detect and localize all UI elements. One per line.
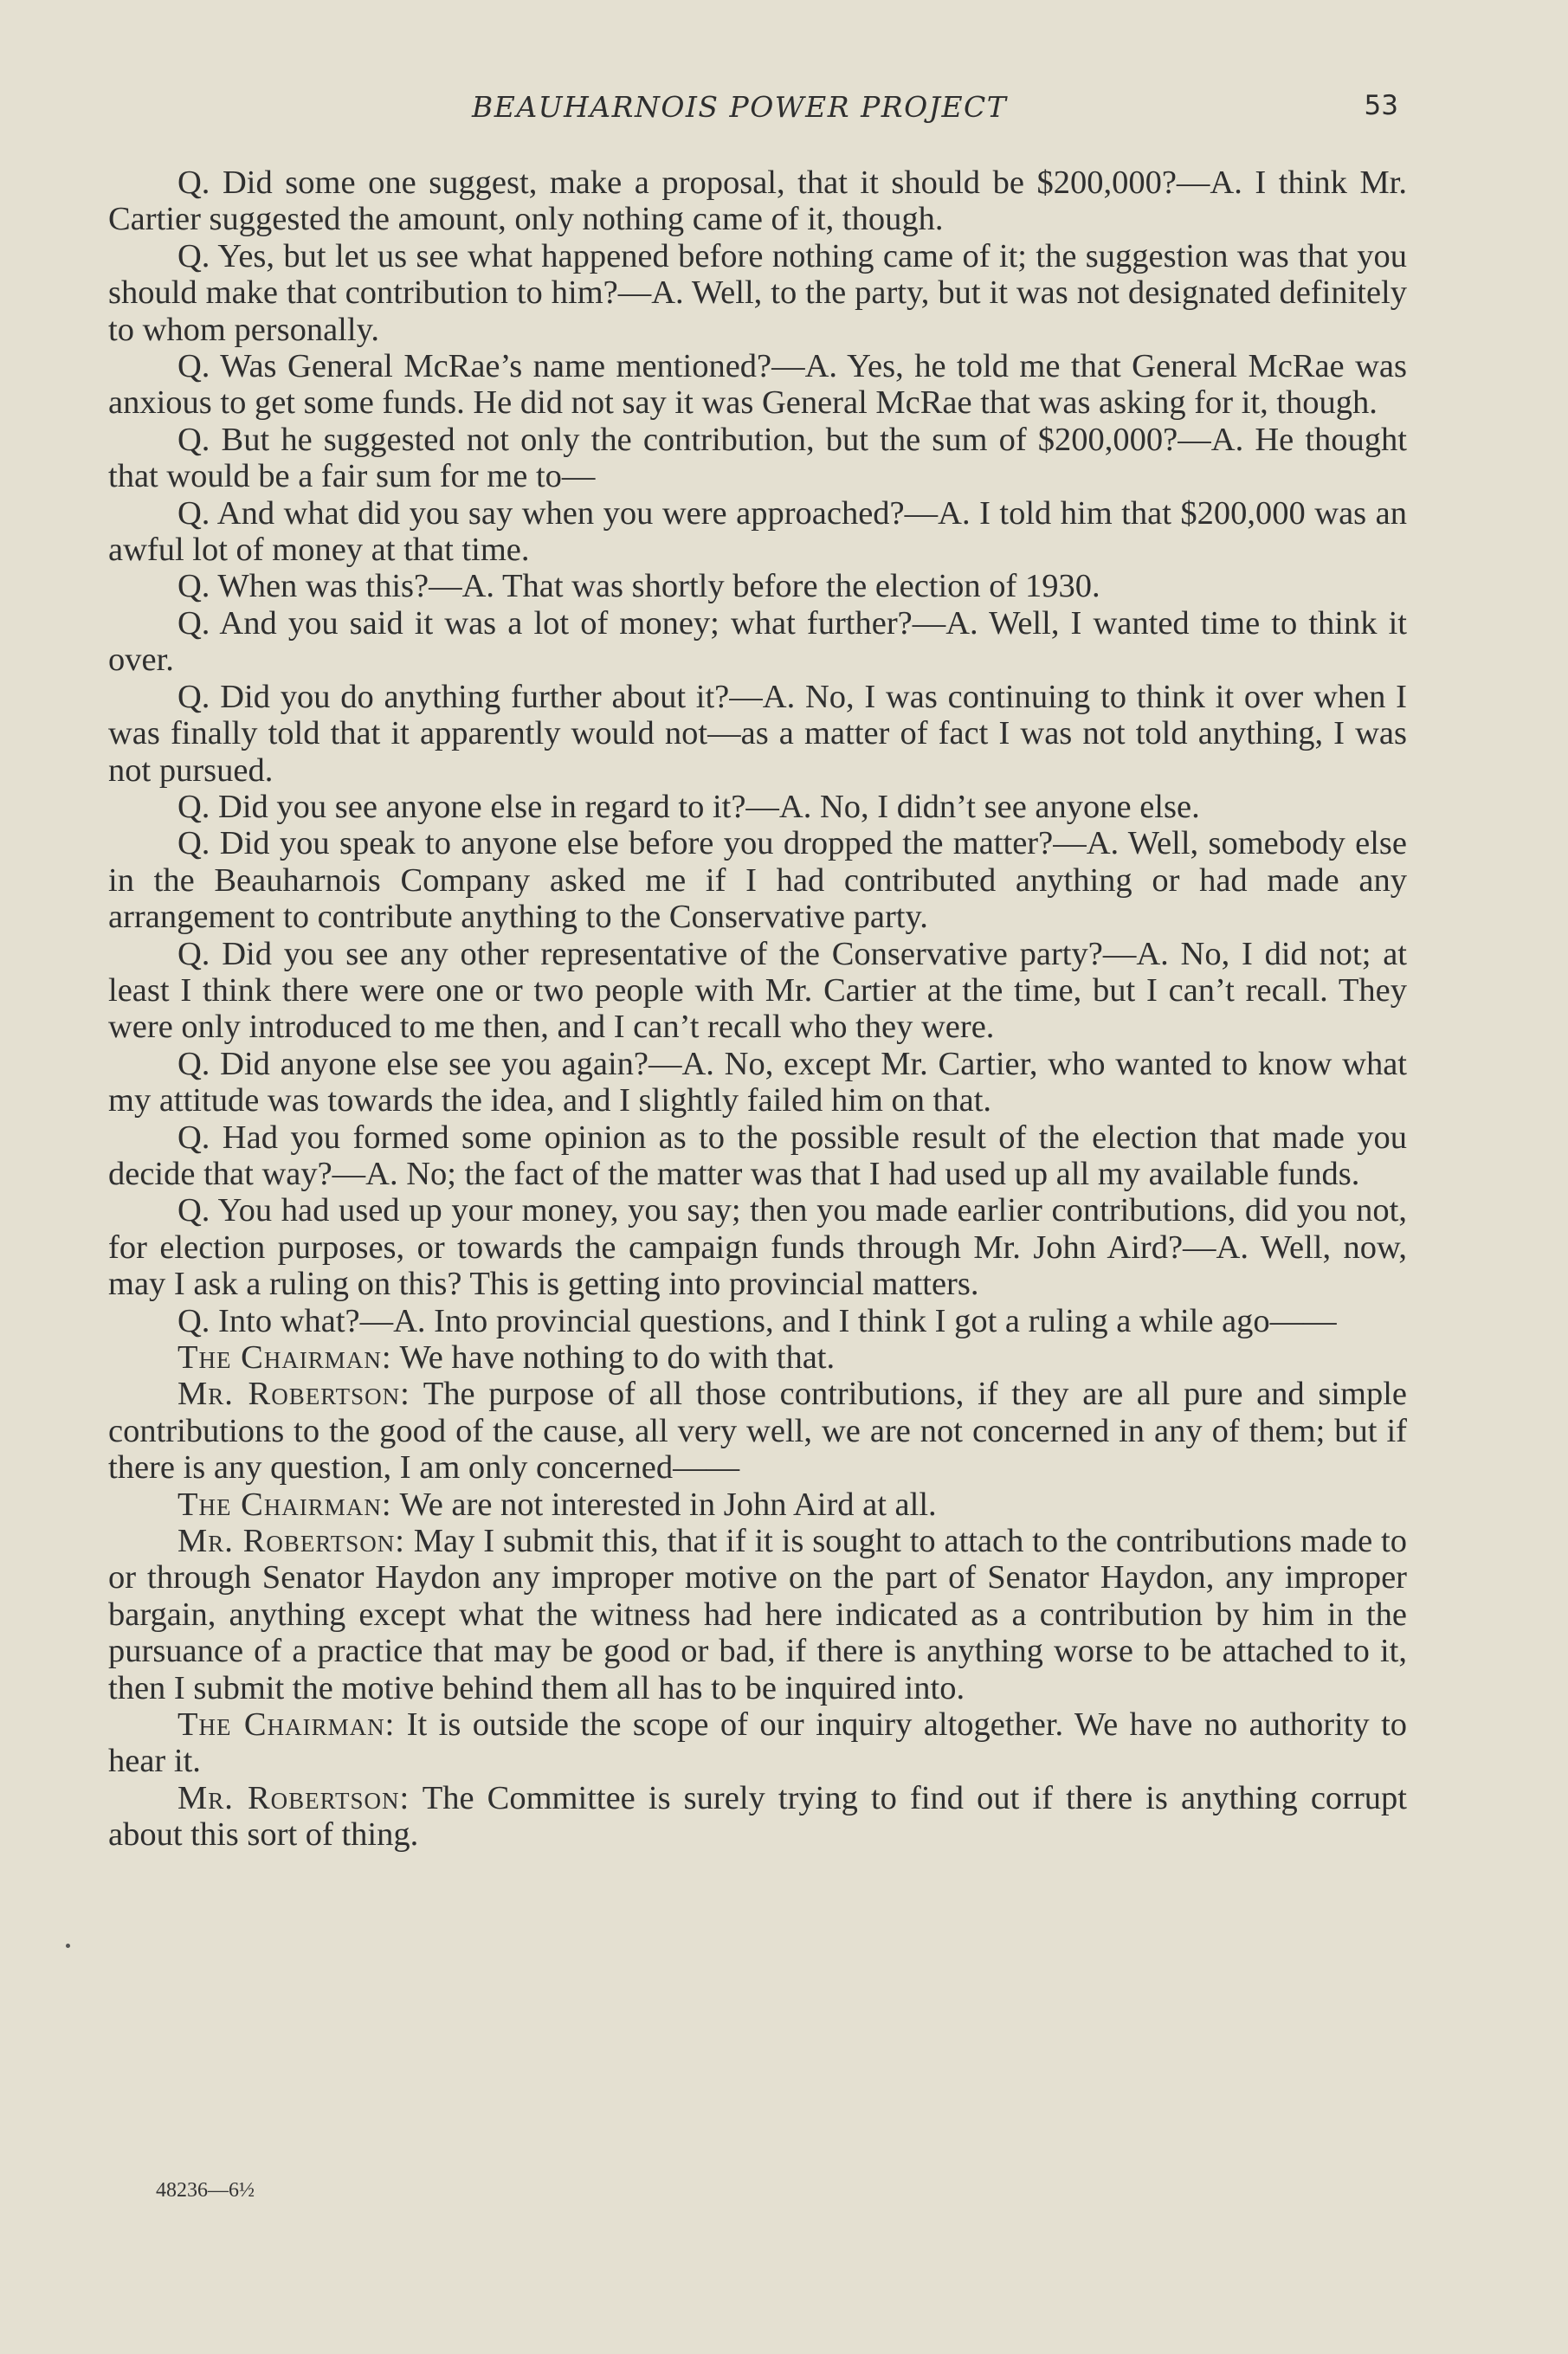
- testimony-paragraph: [108, 789, 1407, 825]
- paragraph-text: Q. Did you speak to anyone else before you dropped the matter?—A. Well, somebody else in the Beauharnois Company asked me if I had contributed anything or had made any arrangement to contribute anything to the Conservative party.: [108, 825, 1407, 936]
- testimony-body: [108, 164, 1407, 1854]
- running-head: BEAUHARNOIS POWER PROJECT: [472, 90, 1008, 124]
- testimony-paragraph: [108, 1303, 1407, 1339]
- speaker-label: The Chairman:: [177, 1706, 396, 1744]
- testimony-paragraph: [108, 1192, 1407, 1302]
- testimony-paragraph: [108, 495, 1407, 569]
- paragraph-text: Q. Did you see any other representative of the Conservative party?—A. No, I did not; at least I think there were one or two people with Mr. Cartier at the time, but I can’t recall. They were only introduced to me then, and I can’t recall who they were.: [108, 935, 1407, 1046]
- paragraph-text: We have nothing to do with that.: [399, 1339, 836, 1376]
- statement-paragraph: [108, 1339, 1407, 1376]
- paragraph-text: We are not interested in John Aird at all.: [399, 1486, 937, 1523]
- page-number: 53: [1364, 90, 1398, 121]
- testimony-paragraph: [108, 1046, 1407, 1119]
- testimony-paragraph: [108, 1119, 1407, 1193]
- paragraph-text: It is outside the scope of our inquiry altogether. We have no authority to hear it.: [108, 1706, 1408, 1780]
- testimony-paragraph: [108, 348, 1407, 422]
- testimony-paragraph: [108, 825, 1407, 935]
- paragraph-text: Q. And what did you say when you were approached?—A. I told him that $200,000 was an awful lot of money at that time.: [108, 494, 1407, 569]
- speaker-label: Mr. Robertson:: [177, 1376, 410, 1413]
- paragraph-text: Q. Yes, but let us see what happened before nothing came of it; the suggestion was that you should make that contribution to him?—A. Well, to the party, but it was not designated definitely to whom personally.: [108, 237, 1407, 348]
- print-speck: [66, 1944, 70, 1948]
- paragraph-text: Q. Did you see anyone else in regard to it?—A. No, I didn’t see anyone else.: [177, 788, 1200, 825]
- speaker-label: The Chairman:: [177, 1486, 392, 1523]
- paragraph-text: Q. Did some one suggest, make a proposal, that it should be $200,000?—A. I think Mr. Cartier suggested the amount, only nothing came of it, though.: [108, 164, 1407, 238]
- speaker-label: Mr. Robertson:: [177, 1523, 405, 1560]
- statement-paragraph: [108, 1706, 1407, 1780]
- paragraph-text: The Committee is surely trying to find out if there is anything corrupt about this sort of thing.: [108, 1779, 1408, 1854]
- testimony-paragraph: [108, 568, 1407, 604]
- speaker-label: Mr. Robertson:: [177, 1779, 410, 1816]
- statement-paragraph: [108, 1376, 1407, 1486]
- paragraph-text: Q. Did you do anything further about it?—A. No, I was continuing to think it over when I was finally told that it apparently would not—as a matter of fact I was not told anything, I was not pursued.: [108, 678, 1407, 789]
- paragraph-text: Q. But he suggested not only the contribution, but the sum of $200,000?—A. He thought that would be a fair sum for me to—: [108, 421, 1407, 495]
- statement-paragraph: [108, 1780, 1407, 1854]
- testimony-paragraph: [108, 936, 1407, 1046]
- paragraph-text: May I submit this, that if it is sought to attach to the contributions made to or through Senator Haydon any improper motive on the part of Senator Haydon, any improper bargain, anything except what the witness had here indicated as a contribution by him in the pursuance of a practice that may be good or bad, if there is anything worse to be attached to it, then I submit the motive behind them all has to be inquired into.: [108, 1523, 1408, 1706]
- paragraph-text: The purpose of all those contributions, if they are all pure and simple contributions to the good of the cause, all very well, we are not concerned in any of them; but if there is any question, I am only concerned——: [108, 1376, 1407, 1487]
- printer-code: 48236—6½: [156, 2179, 255, 2202]
- speaker-label: The Chairman:: [177, 1339, 392, 1376]
- testimony-paragraph: [108, 679, 1407, 789]
- paragraph-text: Q. Did anyone else see you again?—A. No, except Mr. Cartier, who wanted to know what my attitude was towards the idea, and I slightly failed him on that.: [108, 1045, 1407, 1119]
- testimony-paragraph: [108, 422, 1407, 495]
- page-header: [108, 87, 1407, 130]
- testimony-paragraph: [108, 164, 1407, 238]
- testimony-paragraph: [108, 605, 1407, 679]
- paragraph-text: Q. Had you formed some opinion as to the possible result of the election that made you decide that way?—A. No; the fact of the matter was that I had used up all my available funds.: [108, 1119, 1407, 1192]
- statement-paragraph: [108, 1523, 1407, 1706]
- paragraph-text: Q. You had used up your money, you say; then you made earlier contributions, did you not, for election purposes, or towards the campaign funds through Mr. John Aird?—A. Well, now, may I ask a ruling on this? This is getting into provincial matters.: [108, 1192, 1407, 1303]
- testimony-paragraph: [108, 238, 1407, 348]
- statement-paragraph: [108, 1487, 1407, 1523]
- paragraph-text: Q. And you said it was a lot of money; what further?—A. Well, I wanted time to think it over.: [108, 604, 1407, 679]
- paragraph-text: Q. When was this?—A. That was shortly before the election of 1930.: [177, 568, 1100, 605]
- paragraph-text: Q. Was General McRae’s name mentioned?—A. Yes, he told me that General McRae was anxious to get some funds. He did not say it was General McRae that was asking for it, though.: [108, 348, 1407, 422]
- paragraph-text: Q. Into what?—A. Into provincial questions, and I think I got a ruling a while ago——: [177, 1302, 1337, 1339]
